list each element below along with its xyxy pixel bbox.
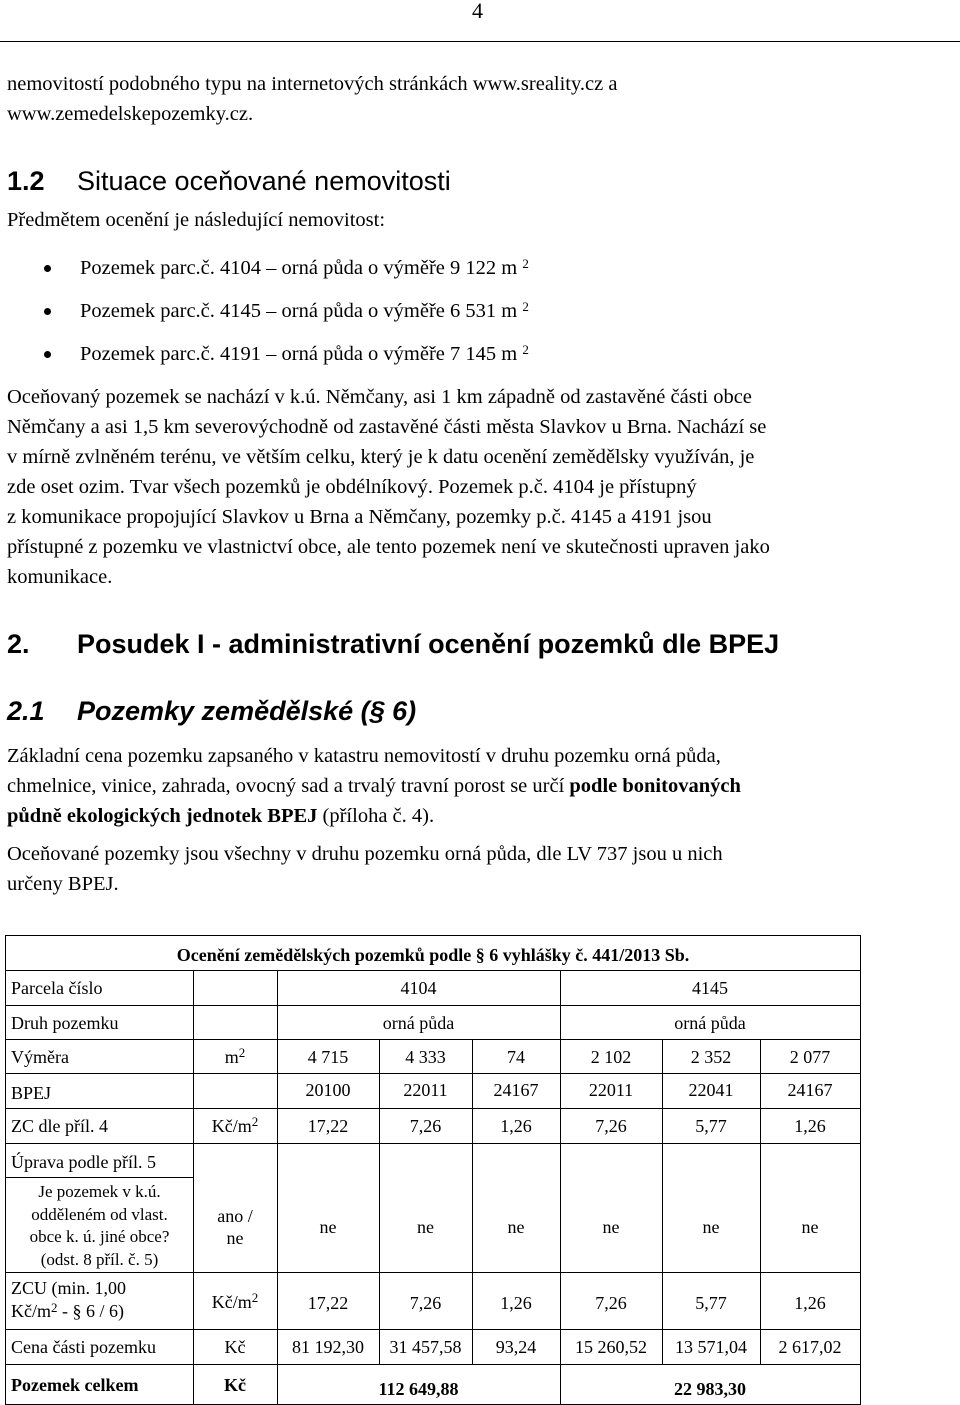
heading-2: 2. Posudek I - administrativní ocenění pozemků dle BPEJ: [7, 629, 780, 659]
basic-price-paragraph-line: půdně ekologických jednotek BPEJ (příloha č. 4).: [7, 805, 435, 827]
table-cell: ne: [602, 1217, 620, 1237]
location-paragraph-line: Oceňovaný pozemek se nachází v k.ú. Němčany, asi 1 km západně od zastavěné části obce: [7, 386, 752, 408]
table-cell: 31 457,58: [389, 1337, 462, 1357]
table-cell: 13 571,04: [675, 1337, 747, 1357]
table-cell: orná půda: [674, 1013, 746, 1033]
table-cell: 1,26: [794, 1293, 826, 1313]
table-cell: 74: [507, 1047, 525, 1067]
row-label: Výměra: [11, 1047, 69, 1067]
row-label: Cena části pozemku: [11, 1337, 156, 1357]
heading-title: Situace oceňované nemovitosti: [77, 166, 451, 196]
table-cell: 93,24: [495, 1337, 537, 1357]
table-cell: 1,26: [500, 1293, 532, 1313]
row-label: Úprava podle příl. 5: [11, 1152, 156, 1172]
table-cell: ne: [702, 1217, 720, 1237]
header-rule: [0, 41, 960, 42]
total-cell: 112 649,88: [378, 1379, 459, 1399]
total-cell: 22 983,30: [674, 1379, 746, 1399]
heading-number: 1.2: [7, 166, 45, 196]
table-cell: 5,77: [695, 1293, 727, 1313]
table-cell: 20100: [305, 1080, 351, 1100]
table-cell: 4104: [400, 978, 437, 998]
table-cell: 7,26: [409, 1293, 442, 1313]
location-paragraph-line: v mírně zvlněném terénu, ve větším celku, který je k datu ocenění zemědělsky využíván, je: [7, 446, 755, 468]
bullet-icon: [44, 265, 51, 272]
bpej-paragraph-line: určeny BPEJ.: [7, 873, 119, 895]
location-paragraph-line: Němčany a asi 1,5 km severovýchodně od zastavěné části města Slavkov u Brna. Nachází se: [7, 416, 767, 438]
page-number: 4: [472, 0, 483, 23]
table-cell: 15 260,52: [575, 1337, 647, 1357]
row-label: Parcela číslo: [11, 978, 103, 998]
table-cell: 24167: [493, 1080, 539, 1100]
table-cell: ne: [801, 1217, 819, 1237]
section-lead: Předmětem ocenění je následující nemovitost:: [7, 209, 386, 231]
heading-2-1: 2.1 Pozemky zemědělské (§ 6): [7, 696, 417, 726]
table-cell: 1,26: [500, 1116, 532, 1136]
table-cell: ne: [507, 1217, 525, 1237]
table-cell: 4 333: [405, 1047, 446, 1067]
table-cell: 4145: [692, 978, 728, 998]
basic-price-paragraph-line: chmelnice, vinice, zahrada, ovocný sad a trvalý travní porost se určí podle bonitovaných: [7, 775, 741, 797]
table-cell: 2 102: [590, 1047, 632, 1067]
table-cell: ne: [319, 1217, 337, 1237]
table-cell: 7,26: [409, 1116, 442, 1136]
table-cell: 22041: [688, 1080, 734, 1100]
unit-cell: $Kč/m^2$: [211, 1290, 259, 1312]
table-cell: 4 715: [307, 1047, 349, 1067]
table-caption: Ocenění zemědělských pozemků podle § 6 vyhlášky č. 441/2013 Sb.: [176, 945, 690, 965]
table-cell: 2 077: [789, 1047, 831, 1067]
row-label: Druh pozemku: [11, 1013, 119, 1033]
table-cell: 2 352: [690, 1047, 732, 1067]
row-label: Je pozemek v k.ú. odděleném od vlast. obce k. ú. jiné obce? (odst. 8 příl. č. 5): [29, 1182, 170, 1269]
unit-cell: $Kč/m^2$: [211, 1114, 259, 1136]
location-paragraph-line: z komunikace propojující Slavkov u Brna a Němčany, pozemky p.č. 4145 a 4191 jsou: [7, 506, 712, 528]
table-cell: 17,22: [307, 1116, 349, 1136]
table-cell: 7,26: [595, 1116, 627, 1136]
unit-cell: $m^2$: [224, 1045, 246, 1067]
location-paragraph-line: přístupné z pozemku ve vlastnictví obce, ale tento pozemek není ve skutečnosti upraven jako: [7, 536, 770, 558]
table-cell: 22011: [588, 1080, 634, 1100]
table-cell: 2 617,02: [778, 1337, 842, 1357]
intro-line-1: nemovitostí podobného typu na internetových stránkách www.sreality.cz a: [7, 73, 618, 95]
table-cell: 5,77: [695, 1116, 727, 1136]
row-label: BPEJ: [11, 1083, 52, 1103]
table-cell: 24167: [787, 1080, 833, 1100]
row-label: ZCU (min. 1,00 $Kč/m^2$ - § 6 / 6): [11, 1278, 126, 1321]
row-label: ZC dle příl. 4: [11, 1116, 108, 1136]
unit-cell: ano / ne: [217, 1206, 253, 1248]
unit-cell: Kč: [224, 1375, 246, 1395]
heading-1-2: [7, 164, 451, 198]
unit-cell: Kč: [224, 1337, 246, 1357]
basic-price-paragraph-line: Základní cena pozemku zapsaného v katastru nemovitostí v druhu pozemku orná půda,: [7, 745, 721, 767]
location-paragraph-line: zde oset ozim. Tvar všech pozemků je obdélníkový. Pozemek p.č. 4104 je přístupný: [7, 476, 697, 498]
row-label: Pozemek celkem: [11, 1375, 139, 1395]
bpej-paragraph-line: Oceňované pozemky jsou všechny v druhu pozemku orná půda, dle LV 737 jsou u nich: [7, 843, 723, 865]
bullet-icon: [44, 308, 51, 315]
intro-line-2: www.zemedelskepozemky.cz.: [7, 103, 254, 125]
table-cell: 81 192,30: [292, 1337, 364, 1357]
table-cell: 17,22: [307, 1293, 349, 1313]
table-cell: ne: [417, 1217, 434, 1237]
table-cell: 7,26: [595, 1293, 627, 1313]
valuation-table: [5, 935, 861, 1405]
table-cell: orná půda: [382, 1013, 455, 1033]
location-paragraph-line: komunikace.: [7, 566, 113, 588]
bullet-icon: [44, 351, 51, 358]
table-cell: 1,26: [794, 1116, 826, 1136]
table-cell: 22011: [403, 1080, 448, 1100]
